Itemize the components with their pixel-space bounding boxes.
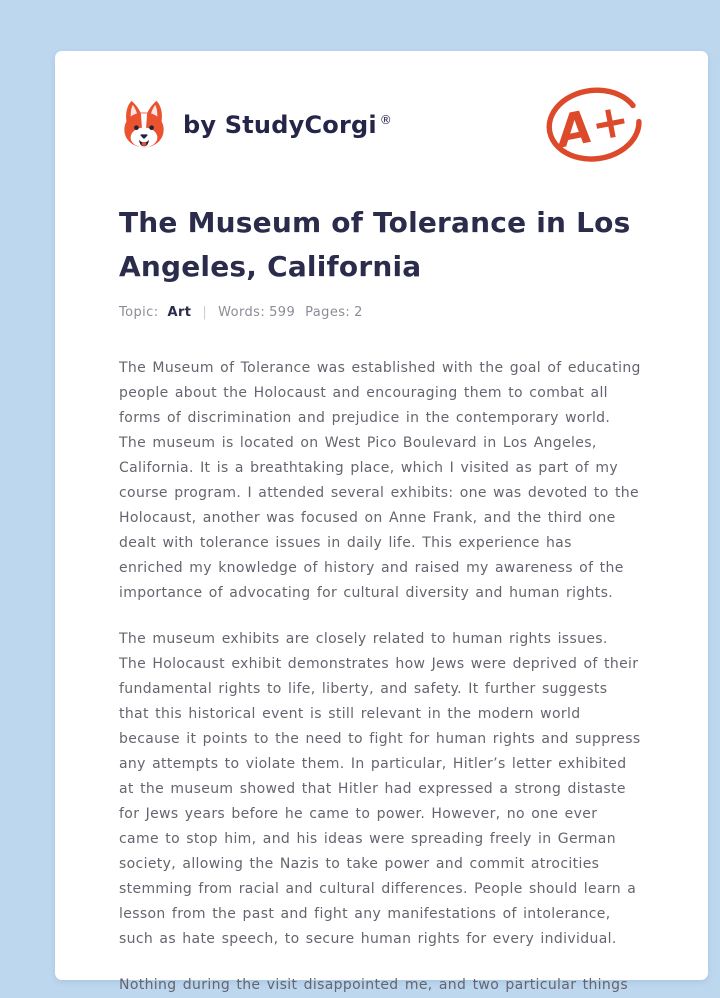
essay-body	[119, 356, 646, 998]
essay-card	[55, 51, 708, 993]
paragraph-2: The museum exhibits are closely related to human rights issues. The Holocaust exhibit demonstrates how Jews were deprived of their fundamental rights to life, liberty, and safety. It further suggests that this historical event is still relevant in the modern world because it points to the need to fight for human rights and suppress any attempts to violate them. In particular, Hitler’s letter exhibited at the museum showed that Hitler had expressed a strong distaste for Jews years before he came to power. However, no one ever came to stop him, and his ideas were spreading freely in German society, allowing the Nazis to take power and commit atrocities stemming from racial and cultural differences. People should learn a lesson from the past and fight any manifestations of intolerance, such as hate speech, to secure human rights for every individual.	[119, 631, 641, 947]
grade-a-plus-stamp-icon	[544, 81, 646, 169]
meta-separator: |	[202, 305, 208, 320]
studycorgi-brand	[119, 98, 392, 152]
pages-value: 2	[354, 305, 363, 320]
corgi-logo-icon	[119, 98, 169, 152]
brand-text	[183, 111, 392, 139]
paragraph-1: The Museum of Tolerance was established with the goal of educating people about the Holocaust and encouraging them to combat all forms of discrimination and prejudice in the contemporary world. The museum is located on West Pico Boulevard in Los Angeles, California. It is a breathtaking place, which I visited as part of my course program. I attended several exhibits: one was devoted to the Holocaust, another was focused on Anne Frank, and the third one dealt with tolerance issues in daily life. This experience has enriched my knowledge of history and raised my awareness of the importance of advocating for cultural diversity and human rights.	[119, 360, 641, 601]
words-label: Words:	[218, 305, 266, 320]
topic-value: Art	[167, 305, 192, 320]
words-value: 599	[269, 305, 296, 320]
pages-label: Pages:	[305, 305, 351, 320]
essay-meta	[119, 305, 646, 320]
brand-label: by StudyCorgi	[183, 111, 377, 139]
essay-title: The Museum of Tolerance in Los Angeles, California	[119, 206, 631, 283]
stamp-grade-text: A+	[552, 92, 634, 159]
paragraph-3: Nothing during the visit disappointed me, and two particular things	[119, 977, 629, 993]
header	[119, 75, 646, 175]
registered-mark: ®	[379, 113, 392, 127]
topic-label: Topic:	[119, 305, 159, 320]
